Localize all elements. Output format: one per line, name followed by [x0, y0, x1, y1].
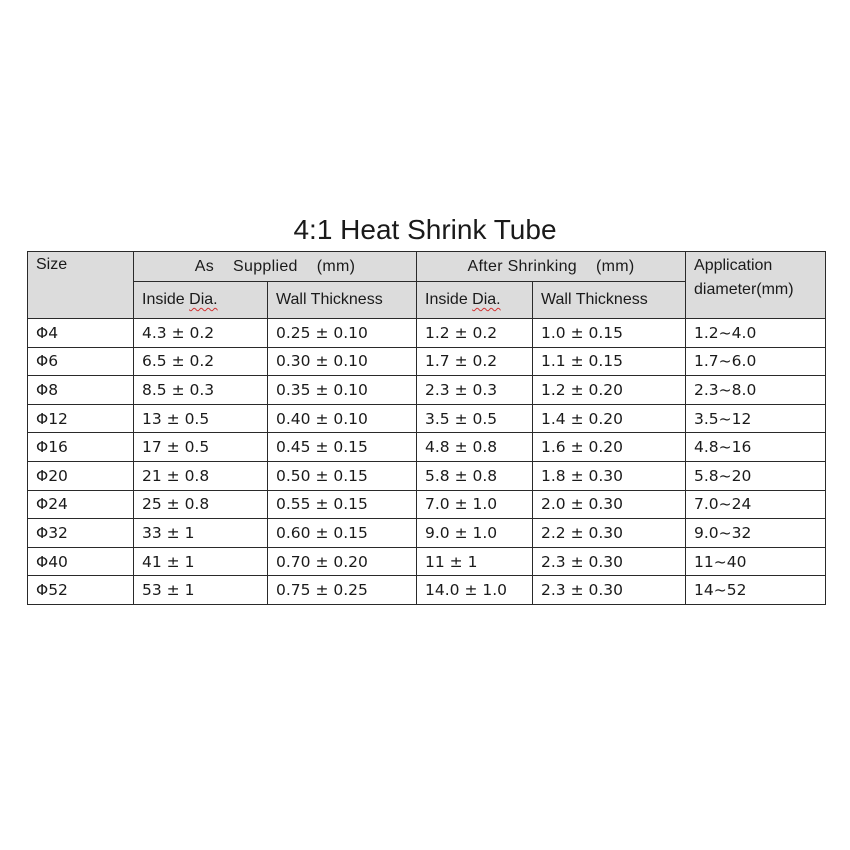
cell-size: Φ32	[28, 519, 134, 548]
cell-supplied-inside-dia: 41 ± 1	[134, 547, 268, 576]
cell-shrunk-inside-dia: 5.8 ± 0.8	[417, 461, 533, 490]
cell-supplied-wall-thickness: 0.45 ± 0.15	[268, 433, 417, 462]
header-supplied-inside-dia	[134, 282, 268, 319]
cell-size: Φ4	[28, 319, 134, 348]
cell-application-diameter: 9.0~32	[686, 519, 826, 548]
cell-shrunk-inside-dia: 11 ± 1	[417, 547, 533, 576]
cell-supplied-inside-dia: 13 ± 0.5	[134, 404, 268, 433]
cell-shrunk-wall-thickness: 2.2 ± 0.30	[533, 519, 686, 548]
cell-supplied-wall-thickness: 0.30 ± 0.10	[268, 347, 417, 376]
header-shrunk-wall-thickness: Wall Thickness	[533, 282, 686, 319]
cell-shrunk-inside-dia: 1.7 ± 0.2	[417, 347, 533, 376]
cell-application-diameter: 2.3~8.0	[686, 376, 826, 405]
cell-application-diameter: 1.7~6.0	[686, 347, 826, 376]
cell-shrunk-inside-dia: 4.8 ± 0.8	[417, 433, 533, 462]
cell-supplied-inside-dia: 21 ± 0.8	[134, 461, 268, 490]
cell-supplied-wall-thickness: 0.60 ± 0.15	[268, 519, 417, 548]
header-size: Size	[28, 252, 134, 319]
cell-shrunk-wall-thickness: 1.4 ± 0.20	[533, 404, 686, 433]
cell-shrunk-wall-thickness: 1.8 ± 0.30	[533, 461, 686, 490]
header-supplied-inside-dia-text: Inside Dia.	[142, 291, 218, 308]
cell-shrunk-inside-dia: 1.2 ± 0.2	[417, 319, 533, 348]
cell-supplied-wall-thickness: 0.75 ± 0.25	[268, 576, 417, 605]
cell-application-diameter: 5.8~20	[686, 461, 826, 490]
cell-application-diameter: 14~52	[686, 576, 826, 605]
table-row	[28, 347, 826, 376]
cell-shrunk-wall-thickness: 1.6 ± 0.20	[533, 433, 686, 462]
cell-shrunk-inside-dia: 2.3 ± 0.3	[417, 376, 533, 405]
table-row	[28, 547, 826, 576]
table-body	[28, 319, 826, 605]
header-supplied-wall-thickness: Wall Thickness	[268, 282, 417, 319]
cell-supplied-wall-thickness: 0.35 ± 0.10	[268, 376, 417, 405]
cell-application-diameter: 4.8~16	[686, 433, 826, 462]
cell-supplied-inside-dia: 53 ± 1	[134, 576, 268, 605]
cell-supplied-wall-thickness: 0.40 ± 0.10	[268, 404, 417, 433]
cell-shrunk-wall-thickness: 1.1 ± 0.15	[533, 347, 686, 376]
page-title: 4:1 Heat Shrink Tube	[293, 214, 557, 245]
spec-table	[27, 251, 826, 605]
table-header	[28, 252, 826, 319]
cell-size: Φ20	[28, 461, 134, 490]
cell-shrunk-wall-thickness: 1.2 ± 0.20	[533, 376, 686, 405]
cell-shrunk-inside-dia: 7.0 ± 1.0	[417, 490, 533, 519]
cell-application-diameter: 11~40	[686, 547, 826, 576]
table-row	[28, 404, 826, 433]
cell-supplied-wall-thickness: 0.70 ± 0.20	[268, 547, 417, 576]
table-row	[28, 319, 826, 348]
header-as-supplied: As Supplied (mm)	[134, 252, 417, 282]
cell-size: Φ24	[28, 490, 134, 519]
table-row	[28, 490, 826, 519]
cell-application-diameter: 1.2~4.0	[686, 319, 826, 348]
cell-application-diameter: 3.5~12	[686, 404, 826, 433]
cell-shrunk-wall-thickness: 2.3 ± 0.30	[533, 547, 686, 576]
header-shrunk-inside-dia	[417, 282, 533, 319]
cell-shrunk-inside-dia: 9.0 ± 1.0	[417, 519, 533, 548]
table-row	[28, 519, 826, 548]
cell-shrunk-wall-thickness: 2.3 ± 0.30	[533, 576, 686, 605]
header-row-groups	[28, 252, 826, 282]
cell-supplied-inside-dia: 25 ± 0.8	[134, 490, 268, 519]
cell-size: Φ6	[28, 347, 134, 376]
cell-shrunk-inside-dia: 3.5 ± 0.5	[417, 404, 533, 433]
cell-shrunk-wall-thickness: 1.0 ± 0.15	[533, 319, 686, 348]
cell-supplied-inside-dia: 33 ± 1	[134, 519, 268, 548]
cell-size: Φ16	[28, 433, 134, 462]
cell-supplied-inside-dia: 6.5 ± 0.2	[134, 347, 268, 376]
cell-shrunk-inside-dia: 14.0 ± 1.0	[417, 576, 533, 605]
cell-application-diameter: 7.0~24	[686, 490, 826, 519]
cell-size: Φ12	[28, 404, 134, 433]
cell-size: Φ40	[28, 547, 134, 576]
header-application-diameter	[686, 252, 826, 319]
header-shrunk-inside-dia-text: Inside Dia.	[425, 291, 501, 308]
cell-supplied-wall-thickness: 0.50 ± 0.15	[268, 461, 417, 490]
cell-size: Φ52	[28, 576, 134, 605]
table-row	[28, 461, 826, 490]
header-after-shrinking: After Shrinking (mm)	[417, 252, 686, 282]
cell-supplied-inside-dia: 4.3 ± 0.2	[134, 319, 268, 348]
header-application-line1: Application	[694, 257, 773, 274]
cell-supplied-wall-thickness: 0.25 ± 0.10	[268, 319, 417, 348]
table-row	[28, 433, 826, 462]
cell-shrunk-wall-thickness: 2.0 ± 0.30	[533, 490, 686, 519]
header-application-line2: diameter(mm)	[694, 281, 794, 298]
table-row	[28, 376, 826, 405]
cell-supplied-inside-dia: 8.5 ± 0.3	[134, 376, 268, 405]
cell-supplied-wall-thickness: 0.55 ± 0.15	[268, 490, 417, 519]
table-row	[28, 576, 826, 605]
cell-size: Φ8	[28, 376, 134, 405]
cell-supplied-inside-dia: 17 ± 0.5	[134, 433, 268, 462]
